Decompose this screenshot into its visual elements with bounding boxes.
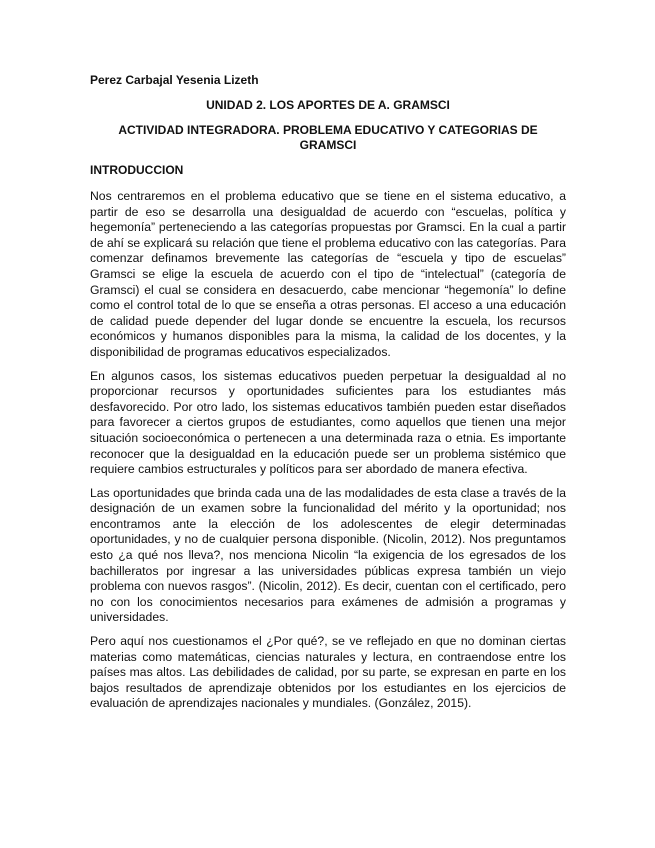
- paragraph-3: Las oportunidades que brinda cada una de las modalidades de esta clase a través de la designación de un examen sobre la funcionalidad del mérito y la oportunidad; nos encontramos ante la elección de los adolescentes de elegir determinadas oportunidades, y no de cualquier persona disponible. (Nicolin, 2012). Nos preguntamos esto ¿a qué nos lleva?, nos menciona Nicolin “la exigencia de los egresados de los bachilleratos por ingresar a las universidades públicas expresa también un viejo problema con nuevos rasgos”. (Nicolin, 2012). Es decir, cuentan con el certificado, pero no con los conocimientos necesarios para exámenes de admisión a programas y universidades.: [90, 485, 566, 625]
- paragraph-2: En algunos casos, los sistemas educativos pueden perpetuar la desigualdad al no proporcionar recursos y oportunidades suficientes para los estudiantes más desfavorecido. Por otro lado, los sistemas educativos también pueden estar diseñados para favorecer a ciertos grupos de estudiantes, como aquellos que tienen una mejor situación socioeconómica o pertenecen a una determinada raza o etnia. Es importante reconocer que la desigualdad en la educación puede ser un problema sistémico que requiere cambios estructurales y políticos para ser abordado de manera efectiva.: [90, 368, 566, 477]
- document-page: [90, 72, 566, 720]
- author-name: Perez Carbajal Yesenia Lizeth: [90, 73, 259, 87]
- activity-title: ACTIVIDAD INTEGRADORA. PROBLEMA EDUCATIVO Y CATEGORIAS DE GRAMSCI: [118, 123, 538, 152]
- section-title: INTRODUCCION: [90, 163, 184, 177]
- paragraph-4: Pero aquí nos cuestionamos el ¿Por qué?, se ve reflejado en que no dominan ciertas materias como matemáticas, ciencias naturales y lectura, en contraendose entre los países mas altos. Las debilidades de calidad, por su parte, se expresan en parte en los bajos resultados de aprendizaje obtenidos por los estudiantes en los ejercicios de evaluación de aprendizajes nacionales y mundiales. (González, 2015).: [90, 634, 566, 711]
- paragraph-1: Nos centraremos en el problema educativo que se tiene en el sistema educativo, a partir de eso se desarrolla una desigualdad de acuerdo con “escuelas, política y hegemonía” perteneciendo a las categorías propuestas por Gramsci. En la cual a partir de ahí se explicará su relación que tiene el problema educativo con las categorías. Para comenzar definamos brevemente las categorías de “escuela y tipo de escuelas” Gramsci se elige la escuela de acuerdo con el tipo de “intelectual” (categoría de Gramsci) el cual se considera en desacuerdo, cabe mencionar “hegemonía” lo define como el control total de lo que se enseña a otras personas. El acceso a una educación de calidad puede depender del lugar donde se encuentre la escuela, los recursos económicos y humanos disponibles para la misma, la calidad de los docentes, y la disponibilidad de programas educativos especializados.: [90, 189, 566, 359]
- unit-title: UNIDAD 2. LOS APORTES DE A. GRAMSCI: [206, 98, 450, 112]
